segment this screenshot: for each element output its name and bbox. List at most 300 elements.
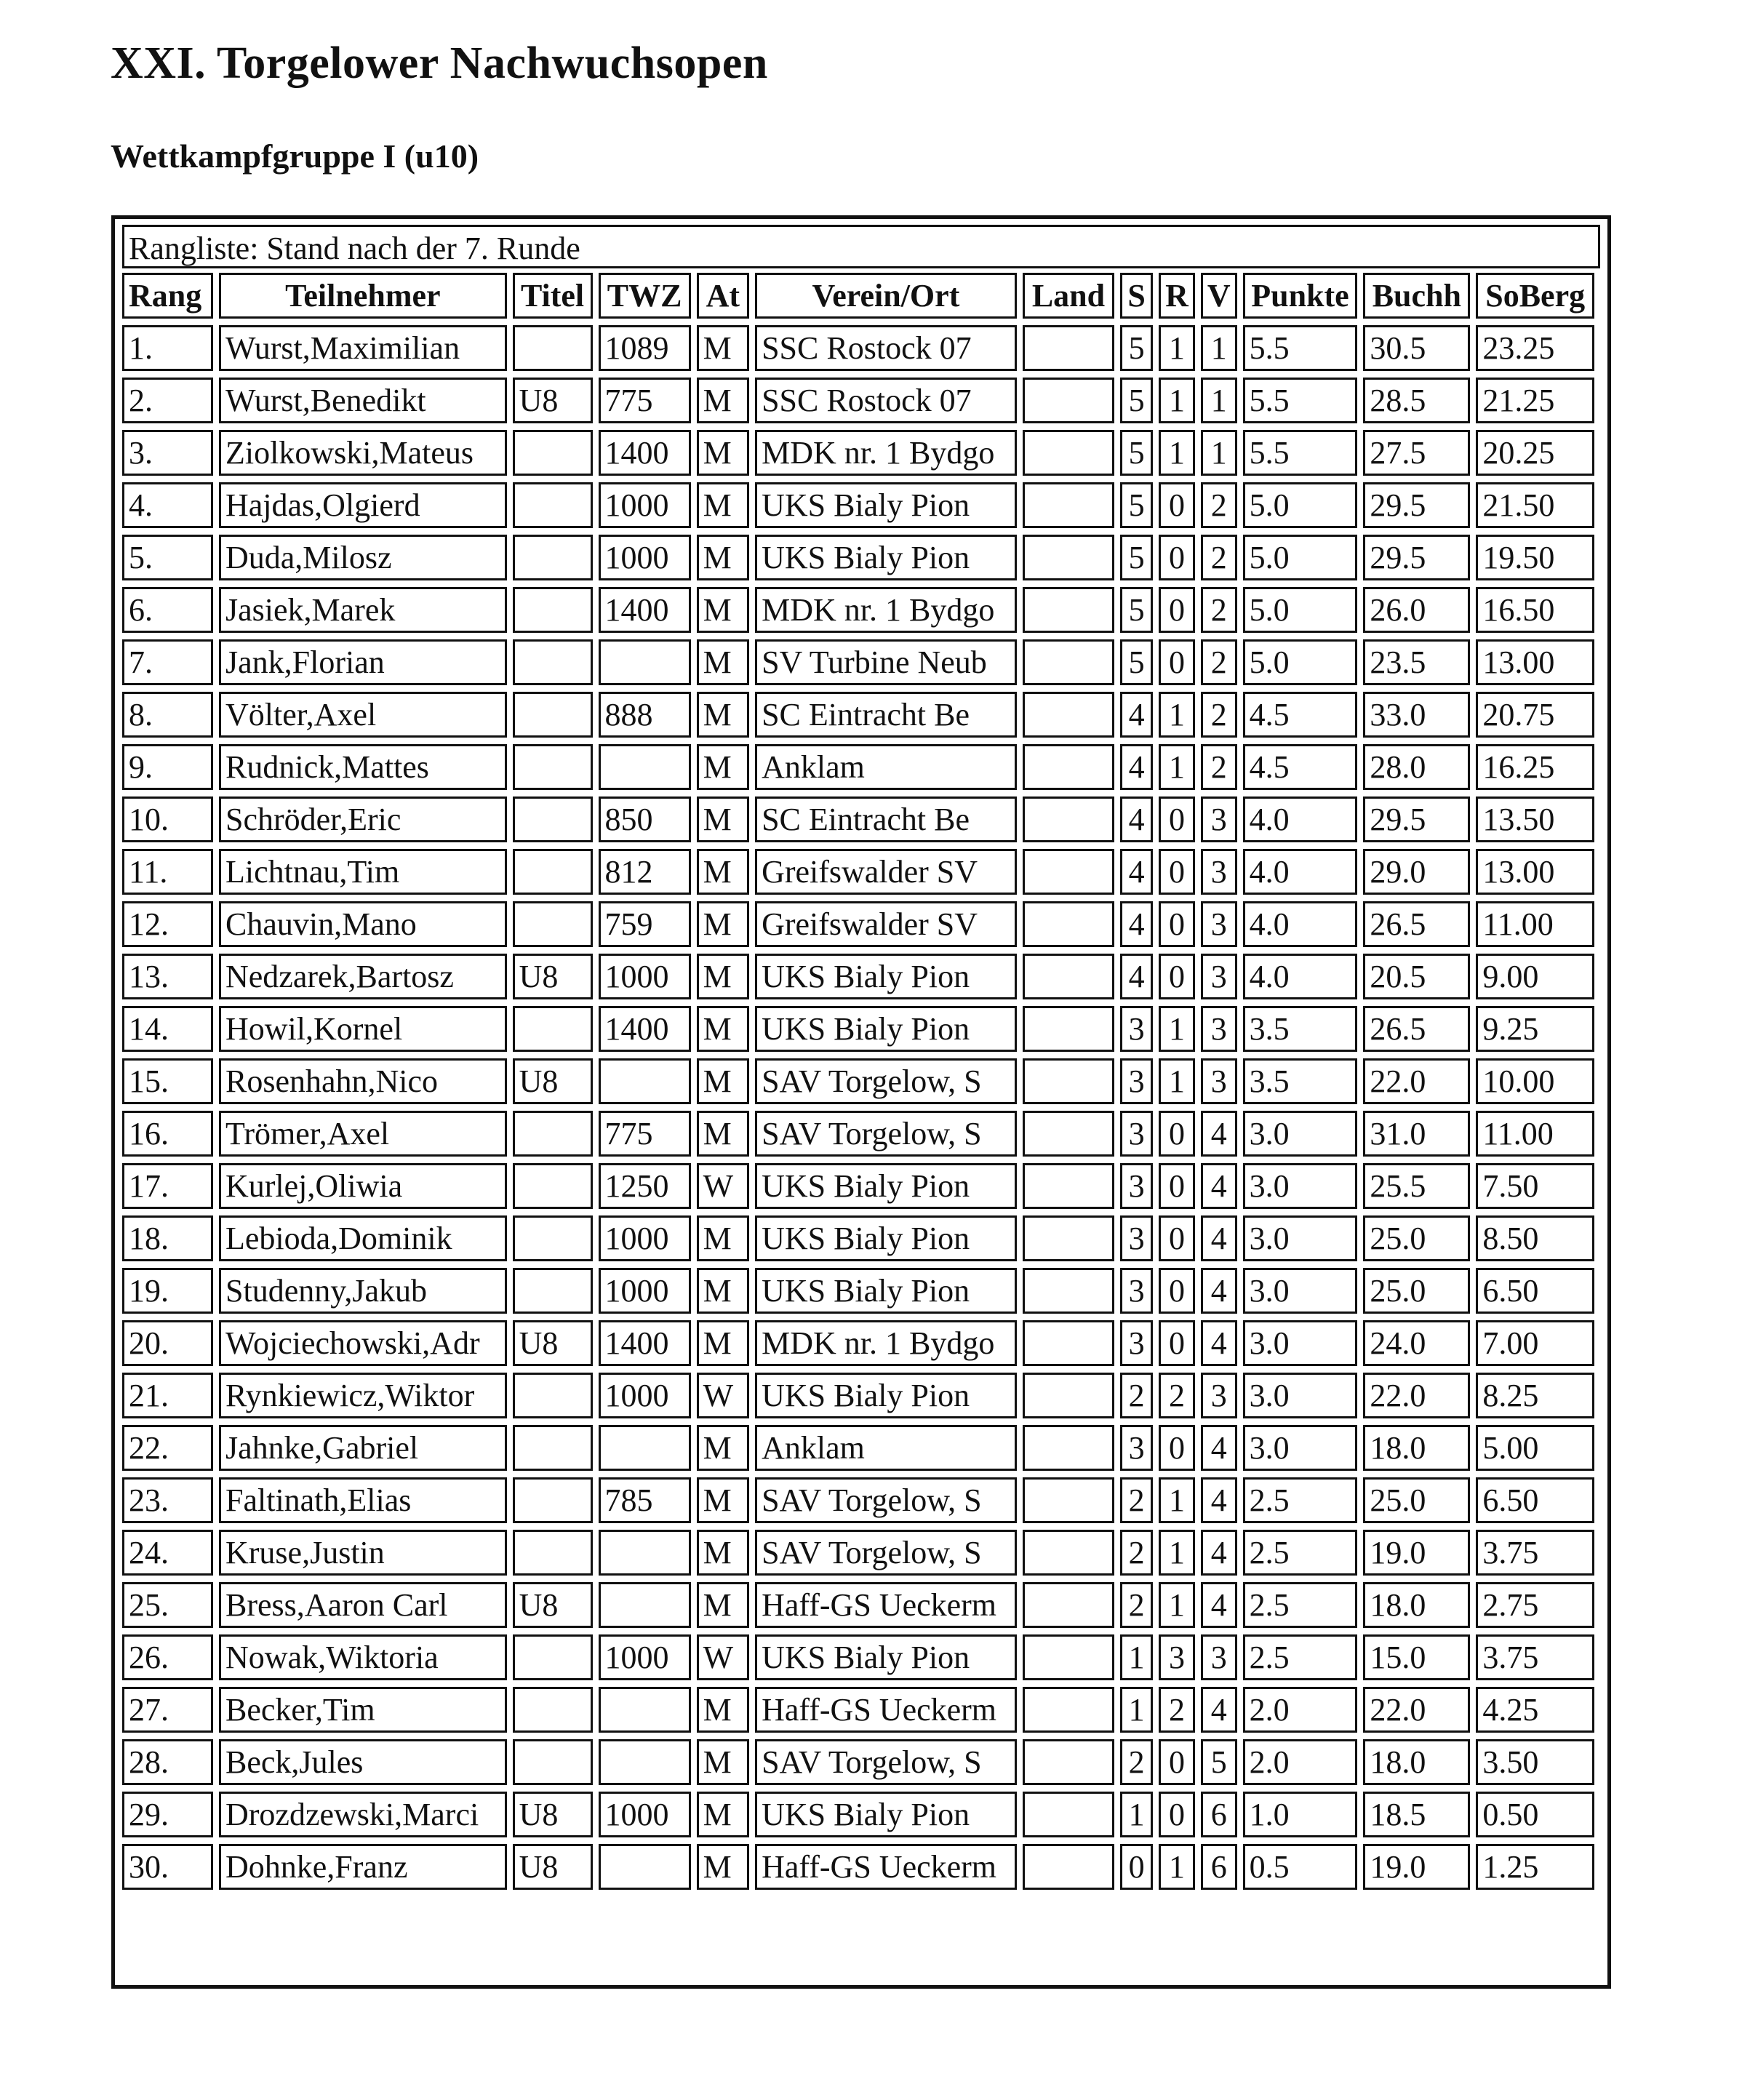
cell-buchh: 25.0 — [1363, 1268, 1470, 1314]
cell-land — [1023, 954, 1114, 999]
cell-titel — [513, 692, 593, 738]
cell-soberg: 9.25 — [1476, 1006, 1594, 1052]
cell-soberg: 3.75 — [1476, 1634, 1594, 1680]
cell-soberg: 10.00 — [1476, 1058, 1594, 1104]
cell-soberg: 4.25 — [1476, 1687, 1594, 1733]
cell-rang: 28. — [122, 1739, 213, 1785]
cell-rang: 14. — [122, 1006, 213, 1052]
cell-buchh: 31.0 — [1363, 1111, 1470, 1157]
cell-buchh: 25.0 — [1363, 1215, 1470, 1261]
cell-verein-ort: Anklam — [755, 744, 1017, 790]
cell-v: 4 — [1201, 1111, 1237, 1157]
cell-soberg: 21.25 — [1476, 378, 1594, 423]
cell-rang: 11. — [122, 849, 213, 895]
cell-v: 3 — [1201, 1058, 1237, 1104]
cell-twz: 1400 — [599, 430, 691, 476]
cell-r: 0 — [1159, 797, 1195, 842]
cell-titel — [513, 1634, 593, 1680]
cell-soberg: 7.00 — [1476, 1320, 1594, 1366]
cell-buchh: 29.5 — [1363, 797, 1470, 842]
cell-buchh: 26.5 — [1363, 1006, 1470, 1052]
cell-r: 2 — [1159, 1373, 1195, 1418]
cell-titel — [513, 1111, 593, 1157]
cell-titel — [513, 1163, 593, 1209]
cell-twz: 812 — [599, 849, 691, 895]
cell-verein-ort: UKS Bialy Pion — [755, 1792, 1017, 1837]
cell-s: 5 — [1120, 639, 1153, 685]
cell-buchh: 28.5 — [1363, 378, 1470, 423]
cell-rang: 15. — [122, 1058, 213, 1104]
cell-land — [1023, 1792, 1114, 1837]
cell-verein-ort: SAV Torgelow, S — [755, 1111, 1017, 1157]
table-row — [122, 1582, 1594, 1628]
cell-soberg: 8.50 — [1476, 1215, 1594, 1261]
cell-land — [1023, 901, 1114, 947]
cell-land — [1023, 1687, 1114, 1733]
cell-v: 3 — [1201, 797, 1237, 842]
header-land: Land — [1023, 273, 1114, 319]
cell-s: 2 — [1120, 1373, 1153, 1418]
cell-buchh: 18.0 — [1363, 1739, 1470, 1785]
cell-v: 6 — [1201, 1792, 1237, 1837]
cell-buchh: 19.0 — [1363, 1844, 1470, 1890]
cell-verein-ort: SAV Torgelow, S — [755, 1058, 1017, 1104]
cell-v: 4 — [1201, 1163, 1237, 1209]
cell-twz — [599, 1844, 691, 1890]
cell-v: 4 — [1201, 1425, 1237, 1471]
cell-titel: U8 — [513, 954, 593, 999]
cell-verein-ort: UKS Bialy Pion — [755, 954, 1017, 999]
cell-punkte: 5.5 — [1243, 325, 1358, 371]
cell-titel: U8 — [513, 1320, 593, 1366]
cell-verein-ort: Haff-GS Ueckerm — [755, 1844, 1017, 1890]
cell-soberg: 3.50 — [1476, 1739, 1594, 1785]
cell-twz — [599, 1582, 691, 1628]
cell-teilnehmer: Lichtnau,Tim — [219, 849, 507, 895]
cell-at: M — [697, 1006, 749, 1052]
cell-punkte: 3.0 — [1243, 1373, 1358, 1418]
cell-verein-ort: Greifswalder SV — [755, 901, 1017, 947]
cell-rang: 2. — [122, 378, 213, 423]
cell-s: 5 — [1120, 430, 1153, 476]
cell-buchh: 18.0 — [1363, 1425, 1470, 1471]
cell-verein-ort: Haff-GS Ueckerm — [755, 1687, 1017, 1733]
cell-rang: 29. — [122, 1792, 213, 1837]
cell-at: M — [697, 1111, 749, 1157]
cell-v: 4 — [1201, 1268, 1237, 1314]
cell-titel — [513, 1268, 593, 1314]
cell-verein-ort: UKS Bialy Pion — [755, 1215, 1017, 1261]
cell-buchh: 29.5 — [1363, 535, 1470, 580]
header-twz: TWZ — [599, 273, 691, 319]
cell-soberg: 1.25 — [1476, 1844, 1594, 1890]
cell-teilnehmer: Beck,Jules — [219, 1739, 507, 1785]
cell-rang: 16. — [122, 1111, 213, 1157]
cell-r: 0 — [1159, 1792, 1195, 1837]
cell-rang: 6. — [122, 587, 213, 633]
cell-land — [1023, 1530, 1114, 1576]
cell-at: M — [697, 1792, 749, 1837]
cell-buchh: 29.0 — [1363, 849, 1470, 895]
cell-twz: 1000 — [599, 1792, 691, 1837]
cell-s: 5 — [1120, 378, 1153, 423]
cell-buchh: 25.0 — [1363, 1477, 1470, 1523]
cell-punkte: 0.5 — [1243, 1844, 1358, 1890]
cell-rang: 23. — [122, 1477, 213, 1523]
cell-soberg: 11.00 — [1476, 1111, 1594, 1157]
cell-titel: U8 — [513, 1792, 593, 1837]
cell-verein-ort: UKS Bialy Pion — [755, 1006, 1017, 1052]
cell-soberg: 11.00 — [1476, 901, 1594, 947]
cell-twz: 1089 — [599, 325, 691, 371]
cell-land — [1023, 1215, 1114, 1261]
cell-rang: 12. — [122, 901, 213, 947]
cell-s: 5 — [1120, 587, 1153, 633]
cell-twz — [599, 1687, 691, 1733]
cell-verein-ort: SSC Rostock 07 — [755, 378, 1017, 423]
cell-punkte: 2.5 — [1243, 1634, 1358, 1680]
cell-s: 4 — [1120, 901, 1153, 947]
cell-twz: 1000 — [599, 1634, 691, 1680]
header-soberg: SoBerg — [1476, 273, 1594, 319]
cell-r: 1 — [1159, 430, 1195, 476]
cell-verein-ort: SV Turbine Neub — [755, 639, 1017, 685]
header-s: S — [1120, 273, 1153, 319]
cell-rang: 13. — [122, 954, 213, 999]
cell-punkte: 3.0 — [1243, 1320, 1358, 1366]
cell-titel — [513, 535, 593, 580]
cell-s: 0 — [1120, 1844, 1153, 1890]
header-r: R — [1159, 273, 1195, 319]
cell-r: 0 — [1159, 1163, 1195, 1209]
cell-v: 3 — [1201, 849, 1237, 895]
cell-twz: 1400 — [599, 1320, 691, 1366]
cell-soberg: 20.25 — [1476, 430, 1594, 476]
cell-r: 1 — [1159, 1006, 1195, 1052]
cell-rang: 24. — [122, 1530, 213, 1576]
table-row — [122, 1163, 1594, 1209]
table-row — [122, 1268, 1594, 1314]
cell-rang: 9. — [122, 744, 213, 790]
document-title: XXI. Torgelower Nachwuchsopen — [111, 39, 768, 88]
cell-s: 4 — [1120, 744, 1153, 790]
cell-s: 1 — [1120, 1634, 1153, 1680]
cell-land — [1023, 1844, 1114, 1890]
cell-twz: 1000 — [599, 954, 691, 999]
document-subtitle: Wettkampfgruppe I (u10) — [111, 137, 479, 175]
table-row — [122, 1006, 1594, 1052]
cell-at: M — [697, 1739, 749, 1785]
cell-teilnehmer: Rynkiewicz,Wiktor — [219, 1373, 507, 1418]
cell-at: M — [697, 849, 749, 895]
cell-at: M — [697, 430, 749, 476]
cell-teilnehmer: Nowak,Wiktoria — [219, 1634, 507, 1680]
cell-at: M — [697, 692, 749, 738]
cell-rang: 27. — [122, 1687, 213, 1733]
cell-land — [1023, 639, 1114, 685]
cell-land — [1023, 1373, 1114, 1418]
cell-teilnehmer: Chauvin,Mano — [219, 901, 507, 947]
cell-verein-ort: SAV Torgelow, S — [755, 1477, 1017, 1523]
cell-rang: 20. — [122, 1320, 213, 1366]
cell-land — [1023, 325, 1114, 371]
cell-r: 0 — [1159, 1320, 1195, 1366]
cell-titel: U8 — [513, 1844, 593, 1890]
cell-teilnehmer: Lebioda,Dominik — [219, 1215, 507, 1261]
cell-land — [1023, 535, 1114, 580]
cell-r: 0 — [1159, 639, 1195, 685]
cell-at: M — [697, 325, 749, 371]
cell-twz: 888 — [599, 692, 691, 738]
cell-twz — [599, 744, 691, 790]
table-row — [122, 1373, 1594, 1418]
cell-r: 1 — [1159, 1582, 1195, 1628]
cell-teilnehmer: Kruse,Justin — [219, 1530, 507, 1576]
cell-r: 1 — [1159, 1058, 1195, 1104]
cell-rang: 1. — [122, 325, 213, 371]
table-row — [122, 1111, 1594, 1157]
cell-buchh: 20.5 — [1363, 954, 1470, 999]
cell-at: M — [697, 901, 749, 947]
cell-r: 0 — [1159, 954, 1195, 999]
cell-land — [1023, 430, 1114, 476]
cell-land — [1023, 797, 1114, 842]
cell-v: 2 — [1201, 587, 1237, 633]
cell-rang: 26. — [122, 1634, 213, 1680]
table-row — [122, 1739, 1594, 1785]
cell-titel — [513, 482, 593, 528]
cell-rang: 8. — [122, 692, 213, 738]
cell-r: 1 — [1159, 1477, 1195, 1523]
cell-twz: 1400 — [599, 587, 691, 633]
cell-land — [1023, 1268, 1114, 1314]
cell-punkte: 2.0 — [1243, 1739, 1358, 1785]
cell-s: 2 — [1120, 1477, 1153, 1523]
cell-titel — [513, 1215, 593, 1261]
cell-verein-ort: UKS Bialy Pion — [755, 482, 1017, 528]
cell-twz: 775 — [599, 378, 691, 423]
cell-titel — [513, 1530, 593, 1576]
cell-rang: 25. — [122, 1582, 213, 1628]
cell-punkte: 5.5 — [1243, 430, 1358, 476]
cell-punkte: 3.0 — [1243, 1163, 1358, 1209]
cell-soberg: 7.50 — [1476, 1163, 1594, 1209]
cell-at: M — [697, 744, 749, 790]
cell-s: 1 — [1120, 1792, 1153, 1837]
cell-twz: 1000 — [599, 1268, 691, 1314]
cell-land — [1023, 692, 1114, 738]
cell-rang: 17. — [122, 1163, 213, 1209]
cell-v: 3 — [1201, 901, 1237, 947]
cell-at: M — [697, 1477, 749, 1523]
cell-v: 2 — [1201, 744, 1237, 790]
cell-s: 3 — [1120, 1111, 1153, 1157]
cell-v: 2 — [1201, 639, 1237, 685]
cell-land — [1023, 849, 1114, 895]
cell-r: 3 — [1159, 1634, 1195, 1680]
table-row — [122, 587, 1594, 633]
ranking-table — [116, 266, 1600, 1896]
header-buchh: Buchh — [1363, 273, 1470, 319]
cell-land — [1023, 1739, 1114, 1785]
cell-v: 3 — [1201, 954, 1237, 999]
table-row — [122, 1320, 1594, 1366]
cell-soberg: 6.50 — [1476, 1268, 1594, 1314]
cell-twz — [599, 1425, 691, 1471]
cell-soberg: 13.00 — [1476, 639, 1594, 685]
table-row — [122, 1058, 1594, 1104]
cell-at: M — [697, 1687, 749, 1733]
table-row — [122, 1215, 1594, 1261]
cell-titel — [513, 744, 593, 790]
cell-s: 2 — [1120, 1739, 1153, 1785]
cell-teilnehmer: Dohnke,Franz — [219, 1844, 507, 1890]
cell-v: 2 — [1201, 482, 1237, 528]
cell-teilnehmer: Faltinath,Elias — [219, 1477, 507, 1523]
cell-buchh: 15.0 — [1363, 1634, 1470, 1680]
cell-punkte: 5.0 — [1243, 482, 1358, 528]
cell-land — [1023, 1320, 1114, 1366]
table-row — [122, 1425, 1594, 1471]
cell-v: 4 — [1201, 1687, 1237, 1733]
cell-verein-ort: SAV Torgelow, S — [755, 1530, 1017, 1576]
cell-rang: 22. — [122, 1425, 213, 1471]
cell-v: 2 — [1201, 535, 1237, 580]
cell-punkte: 2.5 — [1243, 1582, 1358, 1628]
cell-v: 5 — [1201, 1739, 1237, 1785]
cell-punkte: 5.0 — [1243, 587, 1358, 633]
cell-r: 2 — [1159, 1687, 1195, 1733]
table-header-row — [122, 273, 1594, 319]
cell-titel — [513, 797, 593, 842]
cell-land — [1023, 1058, 1114, 1104]
cell-at: M — [697, 1844, 749, 1890]
cell-s: 3 — [1120, 1163, 1153, 1209]
cell-at: M — [697, 378, 749, 423]
cell-r: 1 — [1159, 744, 1195, 790]
cell-twz: 785 — [599, 1477, 691, 1523]
cell-s: 2 — [1120, 1582, 1153, 1628]
cell-teilnehmer: Studenny,Jakub — [219, 1268, 507, 1314]
cell-soberg: 19.50 — [1476, 535, 1594, 580]
cell-verein-ort: UKS Bialy Pion — [755, 1268, 1017, 1314]
cell-rang: 5. — [122, 535, 213, 580]
cell-punkte: 4.0 — [1243, 954, 1358, 999]
table-row — [122, 954, 1594, 999]
cell-land — [1023, 1477, 1114, 1523]
cell-r: 1 — [1159, 692, 1195, 738]
cell-teilnehmer: Jank,Florian — [219, 639, 507, 685]
cell-verein-ort: MDK nr. 1 Bydgo — [755, 1320, 1017, 1366]
cell-teilnehmer: Becker,Tim — [219, 1687, 507, 1733]
cell-teilnehmer: Trömer,Axel — [219, 1111, 507, 1157]
cell-v: 4 — [1201, 1215, 1237, 1261]
table-row — [122, 1634, 1594, 1680]
cell-v: 1 — [1201, 325, 1237, 371]
cell-buchh: 33.0 — [1363, 692, 1470, 738]
cell-land — [1023, 1582, 1114, 1628]
cell-v: 3 — [1201, 1006, 1237, 1052]
cell-at: M — [697, 797, 749, 842]
cell-titel — [513, 1739, 593, 1785]
cell-titel — [513, 1373, 593, 1418]
cell-soberg: 13.00 — [1476, 849, 1594, 895]
cell-teilnehmer: Nedzarek,Bartosz — [219, 954, 507, 999]
cell-soberg: 13.50 — [1476, 797, 1594, 842]
table-row — [122, 849, 1594, 895]
cell-r: 0 — [1159, 849, 1195, 895]
cell-buchh: 27.5 — [1363, 430, 1470, 476]
cell-punkte: 2.5 — [1243, 1530, 1358, 1576]
cell-s: 4 — [1120, 954, 1153, 999]
cell-at: M — [697, 587, 749, 633]
cell-twz — [599, 1530, 691, 1576]
cell-land — [1023, 1425, 1114, 1471]
cell-r: 1 — [1159, 1530, 1195, 1576]
cell-titel — [513, 849, 593, 895]
cell-rang: 18. — [122, 1215, 213, 1261]
cell-titel — [513, 587, 593, 633]
cell-verein-ort: MDK nr. 1 Bydgo — [755, 430, 1017, 476]
cell-punkte: 3.5 — [1243, 1058, 1358, 1104]
table-row — [122, 1530, 1594, 1576]
cell-rang: 10. — [122, 797, 213, 842]
cell-r: 0 — [1159, 1215, 1195, 1261]
cell-titel — [513, 1687, 593, 1733]
cell-land — [1023, 1006, 1114, 1052]
cell-twz: 759 — [599, 901, 691, 947]
cell-soberg: 9.00 — [1476, 954, 1594, 999]
cell-verein-ort: SC Eintracht Be — [755, 692, 1017, 738]
cell-buchh: 18.0 — [1363, 1582, 1470, 1628]
cell-twz — [599, 1739, 691, 1785]
cell-buchh: 26.5 — [1363, 901, 1470, 947]
cell-r: 0 — [1159, 1739, 1195, 1785]
header-v: V — [1201, 273, 1237, 319]
cell-v: 4 — [1201, 1320, 1237, 1366]
cell-soberg: 5.00 — [1476, 1425, 1594, 1471]
cell-verein-ort: Greifswalder SV — [755, 849, 1017, 895]
cell-titel — [513, 901, 593, 947]
cell-teilnehmer: Wurst,Benedikt — [219, 378, 507, 423]
cell-buchh: 25.5 — [1363, 1163, 1470, 1209]
cell-r: 0 — [1159, 901, 1195, 947]
cell-rang: 7. — [122, 639, 213, 685]
cell-teilnehmer: Bress,Aaron Carl — [219, 1582, 507, 1628]
cell-verein-ort: UKS Bialy Pion — [755, 1373, 1017, 1418]
cell-teilnehmer: Völter,Axel — [219, 692, 507, 738]
cell-teilnehmer: Hajdas,Olgierd — [219, 482, 507, 528]
cell-teilnehmer: Ziolkowski,Mateus — [219, 430, 507, 476]
cell-soberg: 8.25 — [1476, 1373, 1594, 1418]
cell-buchh: 30.5 — [1363, 325, 1470, 371]
cell-teilnehmer: Rudnick,Mattes — [219, 744, 507, 790]
cell-s: 4 — [1120, 797, 1153, 842]
cell-at: M — [697, 482, 749, 528]
cell-titel — [513, 639, 593, 685]
cell-soberg: 16.25 — [1476, 744, 1594, 790]
cell-v: 6 — [1201, 1844, 1237, 1890]
cell-verein-ort: Haff-GS Ueckerm — [755, 1582, 1017, 1628]
table-row — [122, 430, 1594, 476]
cell-punkte: 1.0 — [1243, 1792, 1358, 1837]
table-row — [122, 744, 1594, 790]
cell-s: 5 — [1120, 325, 1153, 371]
cell-s: 3 — [1120, 1215, 1153, 1261]
cell-twz: 1000 — [599, 535, 691, 580]
cell-buchh: 23.5 — [1363, 639, 1470, 685]
cell-twz: 1400 — [599, 1006, 691, 1052]
